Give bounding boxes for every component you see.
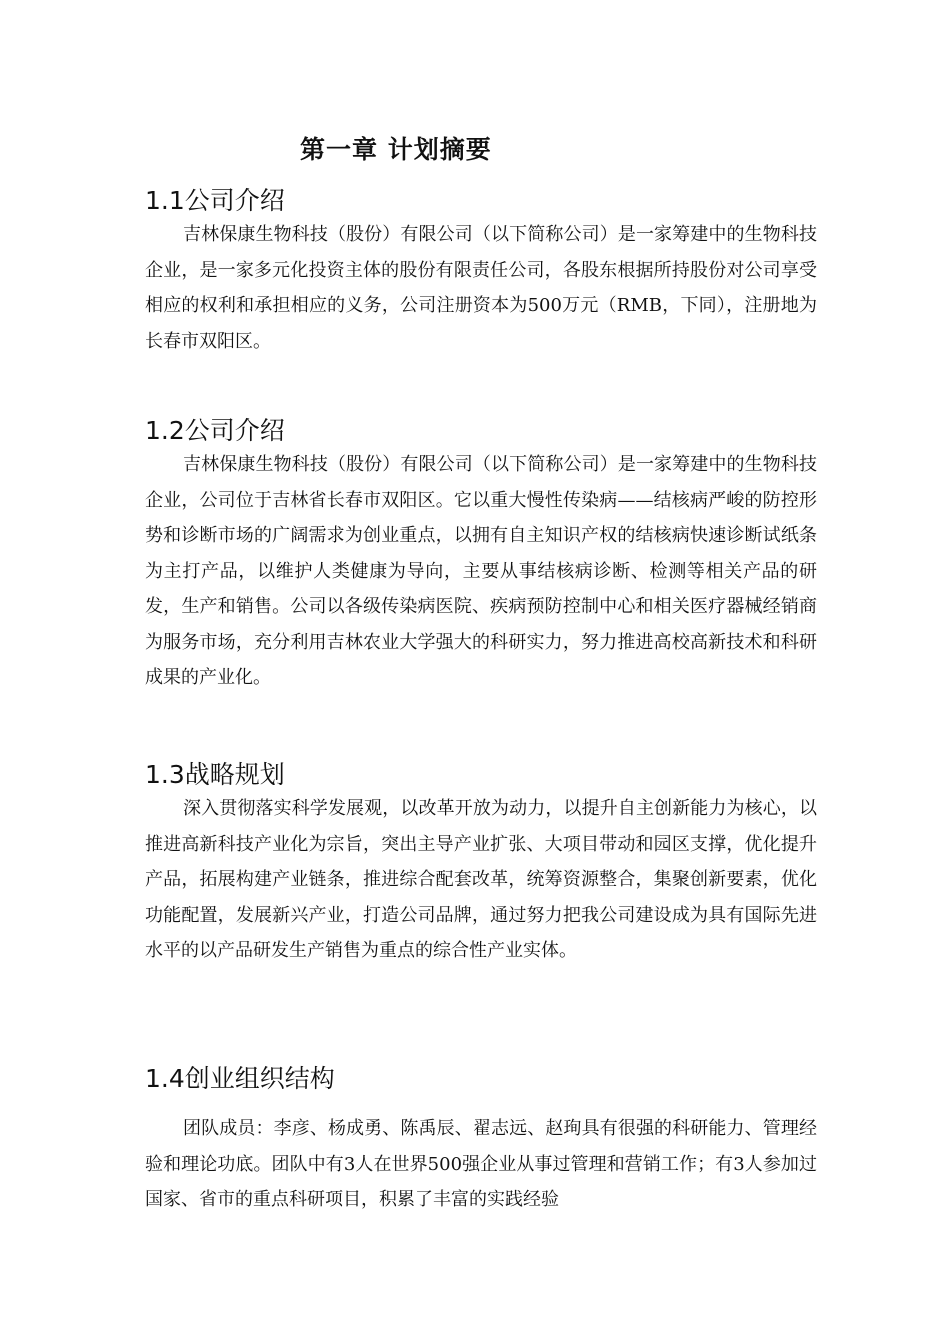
section-heading: 1.2公司介绍 — [145, 416, 285, 445]
section-heading: 1.1公司介绍 — [145, 186, 285, 215]
section-body: 深入贯彻落实科学发展观，以改革开放为动力，以提升自主创新能力为核心，以推进高新科技产业化为宗旨，突出主导产业扩张、大项目带动和园区支撑，优化提升产品，拓展构建产业链条，推进综合配套改革，统筹资源整合，集聚创新要素，优化功能配置，发展新兴产业，打造公司品牌，通过努力把我公司建设成为具有国际先进水平的以产品研发生产销售为重点的综合性产业实体。 — [145, 798, 817, 961]
chapter-title: 第一章 计划摘要 — [300, 135, 492, 164]
section-company-intro — [145, 185, 817, 359]
section-organization — [145, 1063, 817, 1218]
section-heading: 1.3战略规划 — [145, 760, 285, 789]
section-strategy — [145, 759, 817, 969]
section-body: 吉林保康生物科技（股份）有限公司（以下简称公司）是一家筹建中的生物科技企业，公司位于吉林省长春市双阳区。它以重大慢性传染病——结核病严峻的防控形势和诊断市场的广阔需求为创业重点，以拥有自主知识产权的结核病快速诊断试纸条为主打产品，以维护人类健康为导向，主要从事结核病诊断、检测等相关产品的研发，生产和销售。公司以各级传染病医院、疾病预防控制中心和相关医疗器械经销商为服务市场，充分利用吉林农业大学强大的科研实力，努力推进高校高新技术和科研成果的产业化。 — [145, 454, 817, 688]
section-heading: 1.4创业组织结构 — [145, 1064, 335, 1093]
section-body: 团队成员：李彦、杨成勇、陈禹辰、翟志远、赵珣具有很强的科研能力、管理经验和理论功底。团队中有3人在世界500强企业从事过管理和营销工作；有3人参加过国家、省市的重点科研项目，积累了丰富的实践经验 — [145, 1118, 817, 1210]
section-company-intro-2 — [145, 415, 817, 696]
section-body: 吉林保康生物科技（股份）有限公司（以下简称公司）是一家筹建中的生物科技企业，是一家多元化投资主体的股份有限责任公司，各股东根据所持股份对公司享受相应的权利和承担相应的义务，公司注册资本为500万元（RMB，下同），注册地为长春市双阳区。 — [145, 224, 817, 352]
